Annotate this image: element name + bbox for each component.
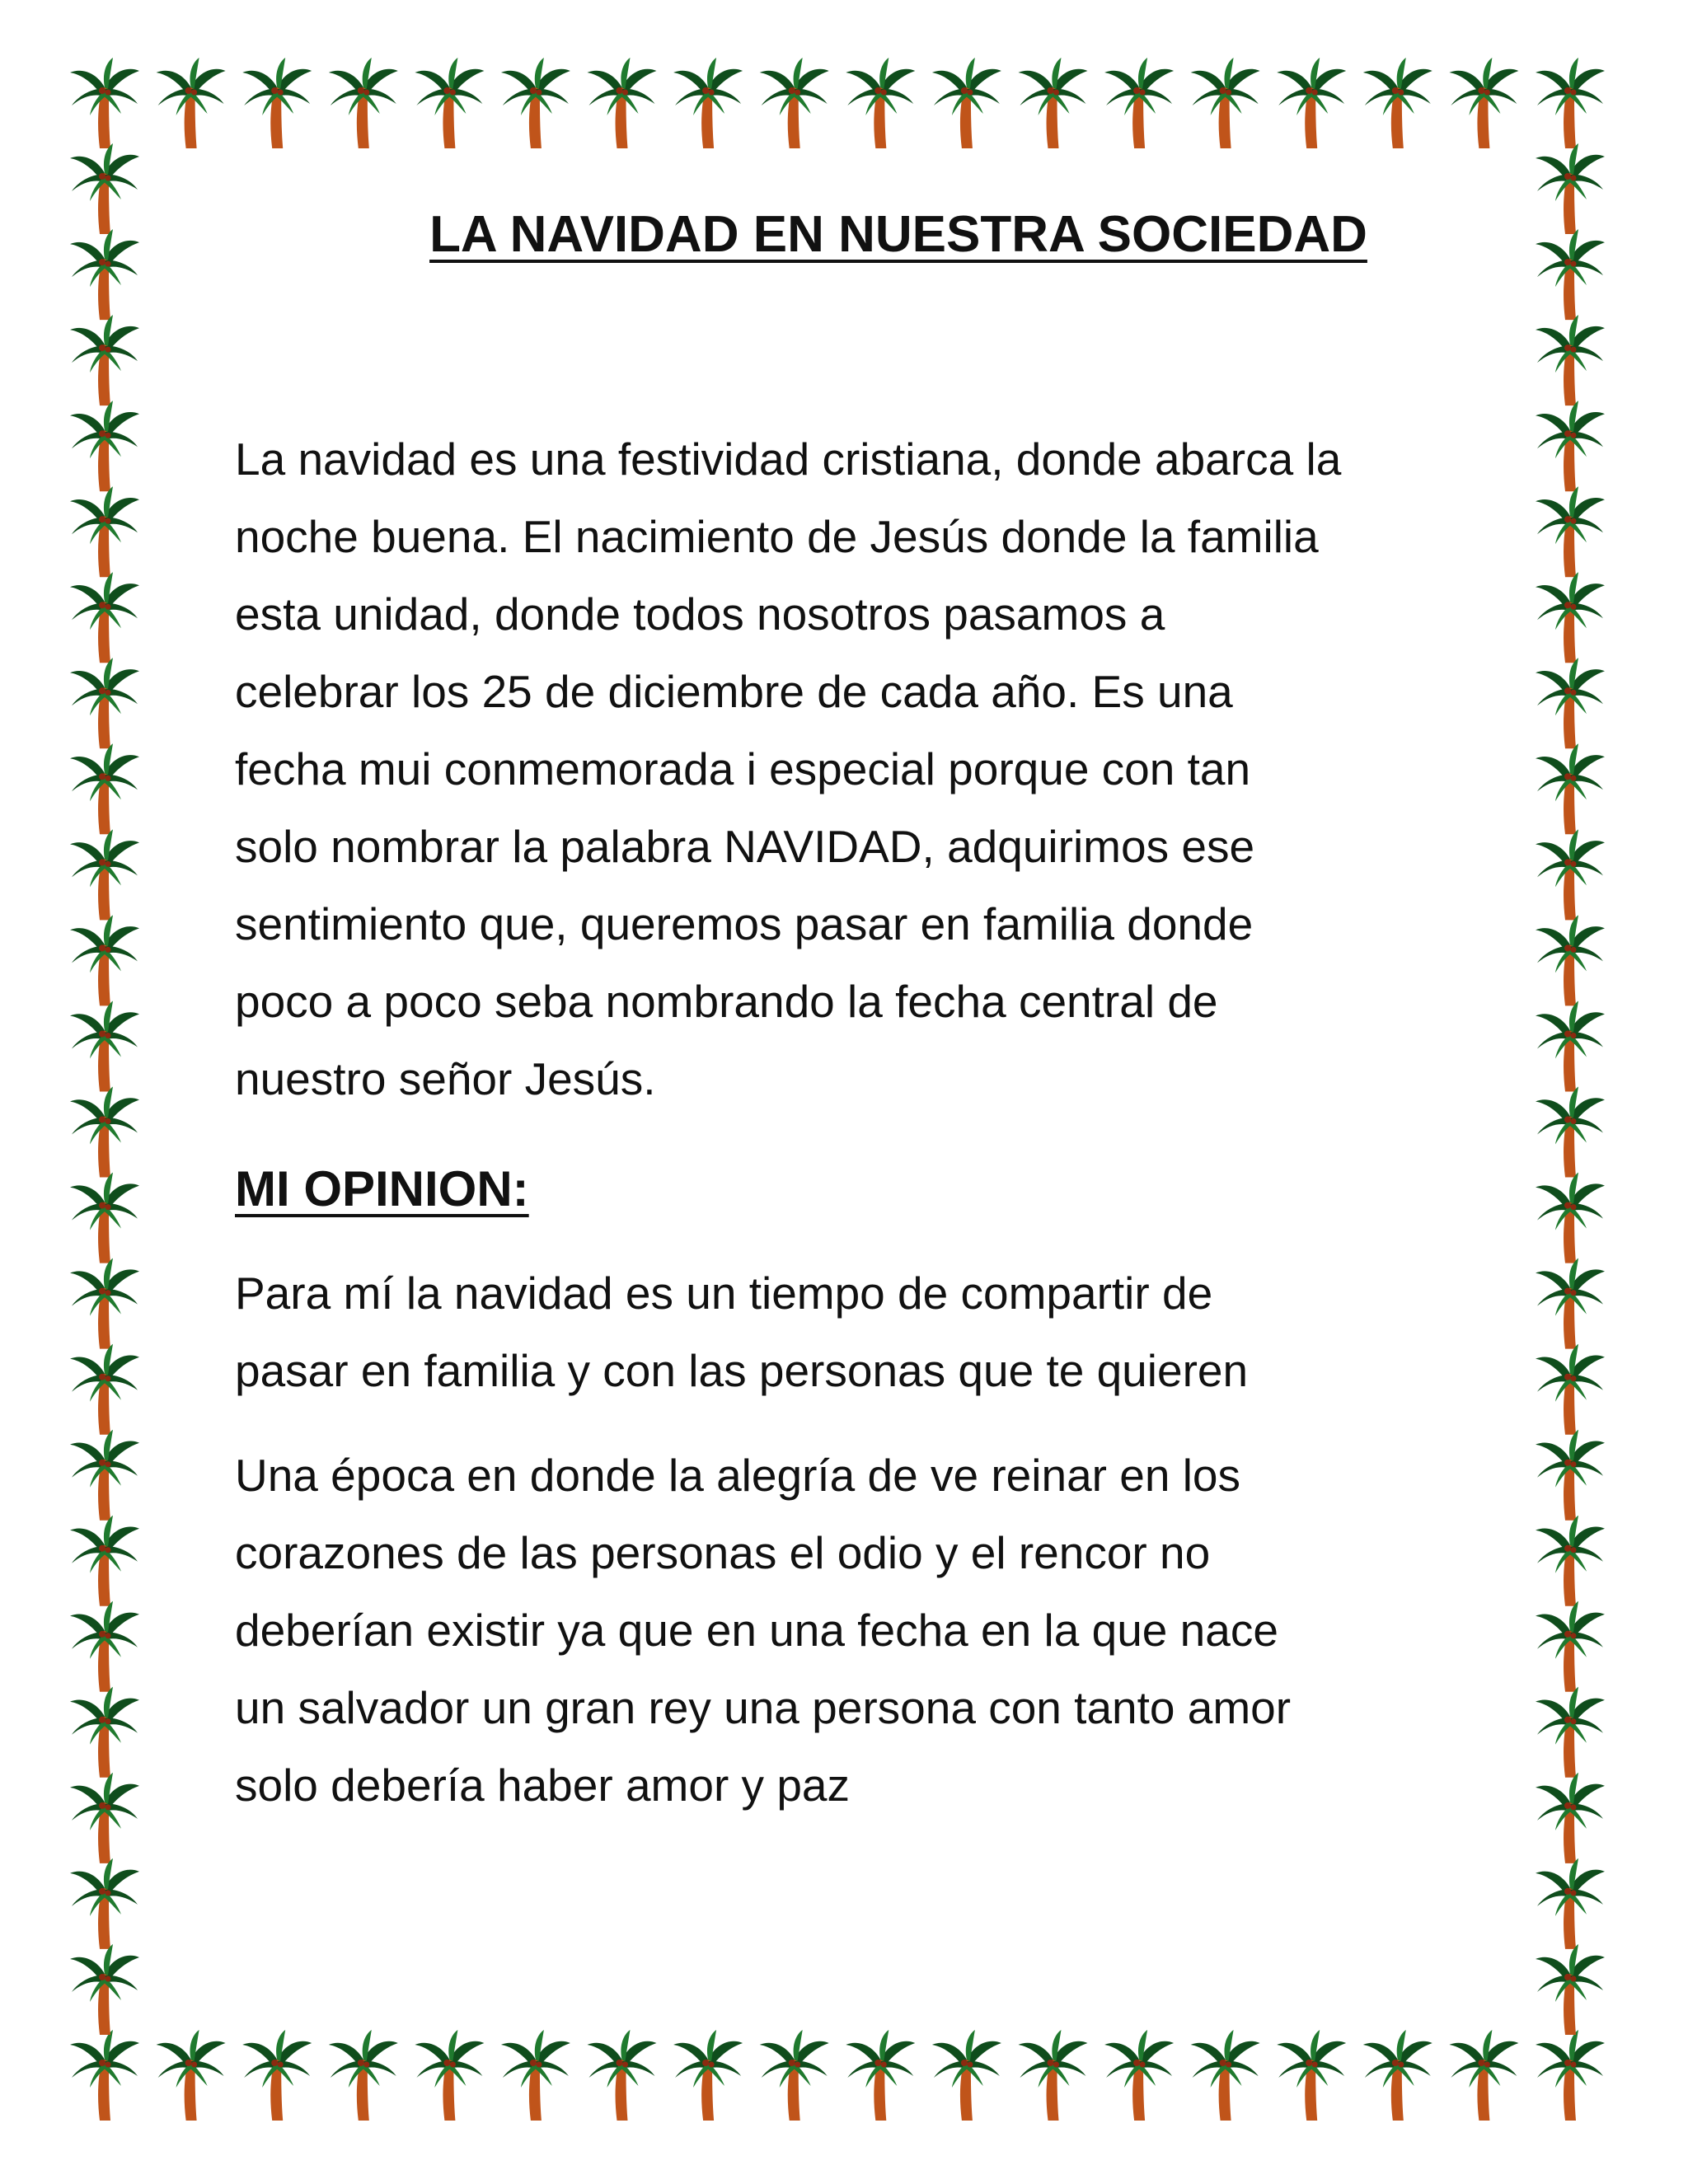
palm-tree-icon — [70, 1858, 139, 1949]
palm-tree-icon — [70, 1773, 139, 1863]
palm-tree-icon — [1536, 315, 1605, 405]
palm-tree-icon — [588, 58, 657, 148]
palm-tree-icon — [1536, 1944, 1605, 2035]
opinion-paragraph-2 — [235, 1436, 1291, 1824]
text-line: corazones de las personas el odio y el rencor no — [235, 1527, 1211, 1578]
palm-tree-icon — [1536, 658, 1605, 748]
palm-tree-icon — [1191, 2030, 1260, 2121]
palm-tree-icon — [70, 1173, 139, 1263]
palm-tree-icon — [673, 58, 743, 148]
palm-tree-icon — [1536, 1773, 1605, 1863]
palm-tree-icon — [1536, 1430, 1605, 1521]
palm-tree-icon — [70, 1344, 139, 1435]
palm-tree-icon — [1363, 2030, 1432, 2121]
palm-tree-icon — [673, 2030, 743, 2121]
palm-tree-icon — [846, 2030, 915, 2121]
palm-tree-icon — [70, 658, 139, 748]
text-line: noche buena. El nacimiento de Jesús donde la familia — [235, 511, 1319, 562]
palm-tree-icon — [1536, 1516, 1605, 1606]
palm-tree-icon — [1019, 58, 1088, 148]
palm-tree-icon — [1536, 1344, 1605, 1435]
text-line: poco a poco seba nombrando la fecha central de — [235, 976, 1218, 1027]
palm-tree-icon — [501, 2030, 570, 2121]
palm-tree-icon — [1536, 58, 1605, 148]
text-line: solo nombrar la palabra NAVIDAD, adquirimos ese — [235, 821, 1255, 872]
text-line: Para mí la navidad es un tiempo de compartir de — [235, 1268, 1213, 1319]
palm-tree-icon — [1449, 58, 1518, 148]
palm-tree-icon — [932, 2030, 1001, 2121]
intro-paragraph — [235, 420, 1341, 1118]
palm-tree-icon — [588, 2030, 657, 2121]
palm-tree-icon — [1536, 2030, 1605, 2121]
palm-tree-icon — [157, 58, 226, 148]
palm-tree-icon — [1536, 486, 1605, 577]
palm-tree-icon — [1019, 2030, 1088, 2121]
palm-tree-icon — [932, 58, 1001, 148]
palm-tree-icon — [70, 1687, 139, 1778]
text-line: deberían existir ya que en una fecha en la que nace — [235, 1605, 1278, 1656]
palm-tree-icon — [1536, 1001, 1605, 1092]
palm-tree-icon — [1536, 743, 1605, 834]
palm-tree-icon — [242, 58, 312, 148]
palm-tree-icon — [415, 2030, 484, 2121]
palm-tree-icon — [329, 2030, 398, 2121]
palm-tree-icon — [70, 2030, 139, 2121]
palm-tree-icon — [70, 1430, 139, 1521]
palm-tree-icon — [157, 2030, 226, 2121]
palm-tree-icon — [1536, 1687, 1605, 1778]
palm-tree-icon — [70, 1087, 139, 1178]
palm-tree-icon — [70, 1001, 139, 1092]
palm-tree-icon — [1277, 2030, 1346, 2121]
text-line: sentimiento que, queremos pasar en familia donde — [235, 898, 1254, 949]
text-line: fecha mui conmemorada i especial porque con tan — [235, 743, 1251, 794]
palm-tree-icon — [1277, 58, 1346, 148]
palm-tree-icon — [1536, 829, 1605, 920]
palm-tree-icon — [70, 486, 139, 577]
palm-tree-icon — [1536, 1087, 1605, 1178]
palm-tree-icon — [70, 1601, 139, 1692]
palm-tree-icon — [1536, 915, 1605, 1005]
palm-tree-icon — [70, 1258, 139, 1349]
text-line: un salvador un gran rey una persona con tanto amor — [235, 1682, 1292, 1733]
palm-tree-icon — [1536, 401, 1605, 491]
palm-tree-icon — [1536, 1858, 1605, 1949]
palm-tree-icon — [70, 58, 139, 148]
palm-tree-icon — [1536, 1258, 1605, 1349]
palm-tree-icon — [70, 143, 139, 234]
palm-tree-icon — [70, 829, 139, 920]
palm-tree-icon — [329, 58, 398, 148]
palm-tree-icon — [760, 58, 829, 148]
palm-tree-icon — [415, 58, 484, 148]
palm-tree-icon — [1104, 58, 1174, 148]
opinion-paragraph-1 — [235, 1254, 1248, 1409]
palm-tree-icon — [760, 2030, 829, 2121]
palm-tree-icon — [70, 915, 139, 1005]
palm-tree-icon — [846, 58, 915, 148]
palm-tree-icon — [70, 401, 139, 491]
palm-tree-icon — [70, 1944, 139, 2035]
palm-tree-icon — [1536, 1601, 1605, 1692]
text-line: pasar en familia y con las personas que te quieren — [235, 1345, 1249, 1396]
palm-tree-icon — [501, 58, 570, 148]
palm-tree-icon — [1449, 2030, 1518, 2121]
palm-tree-icon — [70, 229, 139, 320]
palm-tree-icon — [242, 2030, 312, 2121]
palm-tree-icon — [70, 572, 139, 663]
text-line: Una época en donde la alegría de ve reinar en los — [235, 1450, 1241, 1501]
palm-tree-icon — [1104, 2030, 1174, 2121]
palm-tree-icon — [1363, 58, 1432, 148]
text-line: esta unidad, donde todos nosotros pasamos a — [235, 588, 1165, 640]
palm-tree-icon — [70, 1516, 139, 1606]
text-line: La navidad es una festividad cristiana, donde abarca la — [235, 434, 1342, 485]
document-title: LA NAVIDAD EN NUESTRA SOCIEDAD — [429, 206, 1367, 263]
text-line: nuestro señor Jesús. — [235, 1053, 656, 1104]
opinion-heading: MI OPINION: — [235, 1161, 529, 1216]
palm-tree-icon — [70, 743, 139, 834]
palm-tree-icon — [1536, 1173, 1605, 1263]
palm-tree-icon — [70, 315, 139, 405]
palm-tree-icon — [1191, 58, 1260, 148]
palm-tree-icon — [1536, 572, 1605, 663]
text-line: celebrar los 25 de diciembre de cada año. Es una — [235, 666, 1233, 717]
text-line: solo debería haber amor y paz — [235, 1760, 850, 1811]
